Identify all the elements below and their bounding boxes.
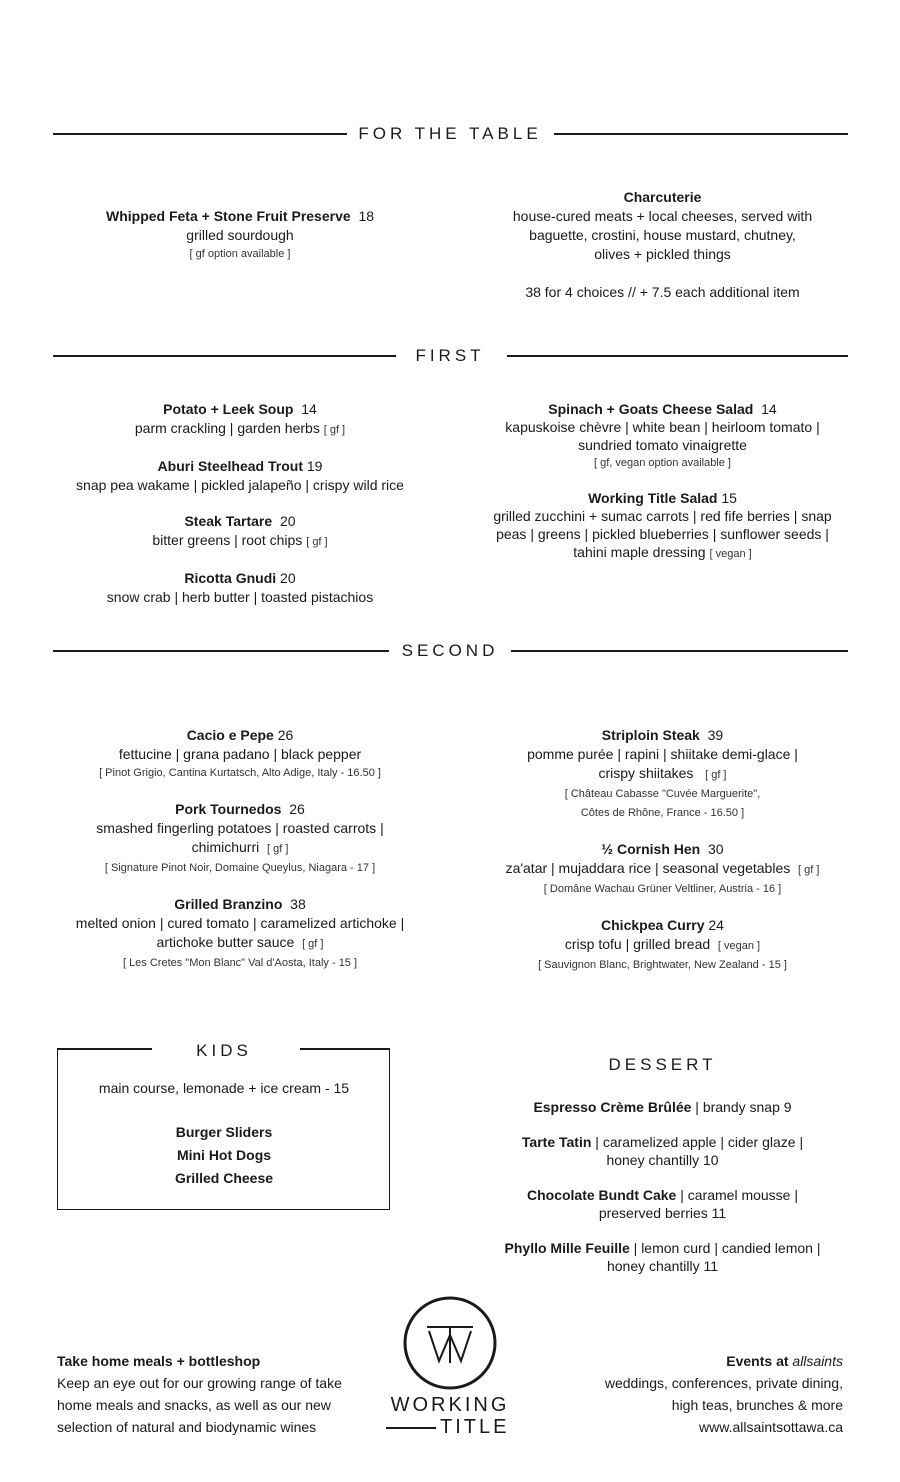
wine-pairing: [ Signature Pinot Noir, Domaine Queylus, Niagara - 17 ] <box>104 862 376 874</box>
item-note: [ gf ] <box>267 843 289 855</box>
item-price: 24 <box>708 917 724 933</box>
wine-pairing: [ Sauvignon Blanc, Brightwater, New Zealand - 15 ] <box>538 959 787 971</box>
section-title: FIRST <box>415 346 485 365</box>
section-title: SECOND <box>401 641 499 660</box>
item-price: 14 <box>301 401 317 417</box>
item-price: 39 <box>707 727 724 743</box>
item-desc: chimichurri <box>191 839 260 855</box>
item-desc: house-cured meats + local cheeses, served with <box>512 208 813 224</box>
item-desc: pomme purée | rapini | shiitake demi-glace | <box>527 746 798 762</box>
item-name: Steak Tartare <box>184 513 273 529</box>
item-note: [ gf ] <box>323 424 346 436</box>
item-desc: tahini maple dressing <box>573 544 706 560</box>
section-title: FOR THE TABLE <box>358 124 542 143</box>
item-name: Striploin Steak <box>601 727 700 743</box>
item-note: [ vegan ] <box>717 940 761 952</box>
item-note: [ gf, vegan option available ] <box>594 457 731 469</box>
item-desc: sundried tomato vinaigrette <box>578 437 747 453</box>
item-desc: baguette, crostini, house mustard, chutney, <box>529 227 796 243</box>
first-left-column <box>50 400 430 624</box>
section-for-the-table <box>0 122 900 146</box>
item-desc: preserved berries 11 <box>598 1205 727 1221</box>
item-desc: za'atar | mujaddara rice | seasonal vegetables <box>505 860 791 876</box>
item-name: Potato + Leek Soup <box>163 401 294 417</box>
item-desc: | lemon curd | candied lemon | <box>633 1240 821 1256</box>
item-desc: crisp tofu | grilled bread <box>564 936 711 952</box>
item-desc: peas | greens | pickled blueberries | sunflower seeds | <box>496 526 829 542</box>
footer-events <box>520 1350 843 1438</box>
item-whipped-feta <box>60 207 420 264</box>
item-note: [ gf ] <box>302 938 324 950</box>
item-name: Cacio e Pepe <box>186 727 274 743</box>
footer-takehome <box>57 1350 387 1438</box>
kids-content <box>57 1078 391 1190</box>
footer-text: home meals and snacks, as well as our new <box>57 1397 331 1413</box>
item-desc: grilled zucchini + sumac carrots | red fife berries | snap <box>493 508 832 524</box>
menu-item <box>470 489 855 563</box>
item-price: 20 <box>279 513 296 529</box>
kids-title: KIDS <box>196 1041 252 1060</box>
kids-item: Grilled Cheese <box>174 1170 274 1186</box>
item-name: Spinach + Goats Cheese Salad <box>548 401 754 417</box>
item-desc: honey chantilly 10 <box>606 1152 719 1168</box>
menu-item <box>50 569 430 607</box>
footer-text: weddings, conferences, private dining, <box>604 1375 843 1391</box>
item-price: 14 <box>761 401 777 417</box>
menu-item <box>50 726 430 783</box>
item-price: 18 <box>358 208 375 224</box>
first-right-column <box>470 400 855 580</box>
item-price: 20 <box>280 570 296 586</box>
menu-item <box>470 916 855 975</box>
item-name: Charcuterie <box>623 189 702 205</box>
item-name: ½ Cornish Hen <box>601 841 701 857</box>
item-desc: kapuskoise chèvre | white bean | heirloom tomato | <box>505 419 820 435</box>
item-name: Espresso Crème Brûlée <box>533 1099 692 1115</box>
item-name: Tarte Tatin <box>521 1134 592 1150</box>
item-desc: parm crackling | garden herbs <box>134 420 320 436</box>
item-name: Whipped Feta + Stone Fruit Preserve <box>105 208 351 224</box>
kids-item: Burger Sliders <box>175 1124 273 1140</box>
item-desc: fettucine | grana padano | black pepper <box>118 746 362 762</box>
second-left-column <box>50 726 430 990</box>
item-desc: olives + pickled things <box>594 246 731 262</box>
menu-item <box>470 400 855 472</box>
footer-events-brand: allsaints <box>792 1353 843 1369</box>
footer-url[interactable]: www.allsaintsottawa.ca <box>699 1419 843 1435</box>
item-name: Working Title Salad <box>588 490 718 506</box>
wine-pairing: Côtes de Rhône, France - 16.50 ] <box>580 807 745 819</box>
item-desc: artichoke butter sauce <box>156 934 295 950</box>
wine-pairing: [ Pinot Grigio, Cantina Kurtatsch, Alto Adige, Italy - 16.50 ] <box>99 767 381 779</box>
wine-pairing: [ Château Cabasse "Cuvée Marguerite", <box>564 788 761 800</box>
item-charcuterie <box>470 188 855 302</box>
kids-offer: main course, lemonade + ice cream - 15 <box>98 1080 350 1096</box>
menu-item <box>470 726 855 823</box>
item-note: [ gf option available ] <box>189 248 291 260</box>
item-desc: honey chantilly 11 <box>606 1258 719 1274</box>
wine-pairing: [ Les Cretes "Mon Blanc" Val d'Aosta, Italy - 15 ] <box>122 957 358 969</box>
wine-pairing: [ Domâne Wachau Grüner Veltliner, Austria - 16 ] <box>543 883 782 895</box>
item-name: Chickpea Curry <box>601 917 705 933</box>
item-desc: crispy shiitakes <box>598 765 694 781</box>
item-price: 26 <box>289 801 305 817</box>
section-first <box>0 344 900 368</box>
item-desc: snap pea wakame | pickled jalapeño | crispy wild rice <box>76 477 404 493</box>
item-price: 30 <box>708 841 724 857</box>
logo-text-title: TITLE <box>440 1416 510 1438</box>
item-name: Phyllo Mille Feuille <box>504 1240 630 1256</box>
item-price: 38 <box>290 896 306 912</box>
footer-text: Keep an eye out for our growing range of take <box>57 1375 342 1391</box>
dessert-item <box>470 1098 855 1116</box>
dessert-item <box>470 1186 855 1222</box>
dessert-item <box>470 1239 855 1275</box>
item-price: 15 <box>721 490 737 506</box>
menu-item <box>470 840 855 899</box>
menu-item <box>50 800 430 878</box>
item-desc: bitter greens | root chips <box>152 532 303 548</box>
dessert-title: DESSERT <box>608 1055 717 1074</box>
item-name: Chocolate Bundt Cake <box>526 1187 677 1203</box>
logo-text-working: WORKING <box>390 1394 510 1416</box>
item-note: [ gf ] <box>306 536 328 548</box>
item-desc: melted onion | cured tomato | caramelized artichoke | <box>75 915 405 931</box>
second-right-column <box>470 726 855 992</box>
item-desc: | brandy snap 9 <box>695 1099 792 1115</box>
item-desc: | caramelized apple | cider glaze | <box>595 1134 804 1150</box>
menu-item <box>50 512 430 552</box>
footer-events-title: Events at <box>726 1353 793 1369</box>
item-note: [ gf ] <box>798 864 820 876</box>
working-title-logo <box>380 1293 520 1443</box>
item-price: 26 <box>277 727 294 743</box>
section-second <box>0 639 900 663</box>
dessert-column <box>470 1098 855 1275</box>
logo-monogram-icon <box>380 1293 520 1393</box>
footer-takehome-title: Take home meals + bottleshop <box>57 1353 261 1369</box>
item-note: [ gf ] <box>705 769 727 781</box>
item-name: Ricotta Gnudi <box>184 570 277 586</box>
menu-item <box>50 457 430 495</box>
item-desc: | caramel mousse | <box>680 1187 798 1203</box>
item-note: [ vegan ] <box>709 548 752 560</box>
item-price: 19 <box>306 458 323 474</box>
item-name: Aburi Steelhead Trout <box>157 458 303 474</box>
kids-item: Mini Hot Dogs <box>176 1147 272 1163</box>
footer-text: high teas, brunches & more <box>671 1397 843 1413</box>
item-desc: snow crab | herb butter | toasted pistachios <box>106 589 374 605</box>
footer-text: selection of natural and biodynamic wines <box>57 1419 317 1435</box>
item-desc: grilled sourdough <box>186 227 294 243</box>
menu-item <box>50 400 430 440</box>
item-desc: smashed fingerling potatoes | roasted carrots | <box>96 820 384 836</box>
dessert-item <box>470 1133 855 1169</box>
item-price: 38 for 4 choices // + 7.5 each additional item <box>525 284 800 300</box>
menu-item <box>50 895 430 973</box>
item-name: Pork Tournedos <box>175 801 282 817</box>
item-name: Grilled Branzino <box>174 896 283 912</box>
